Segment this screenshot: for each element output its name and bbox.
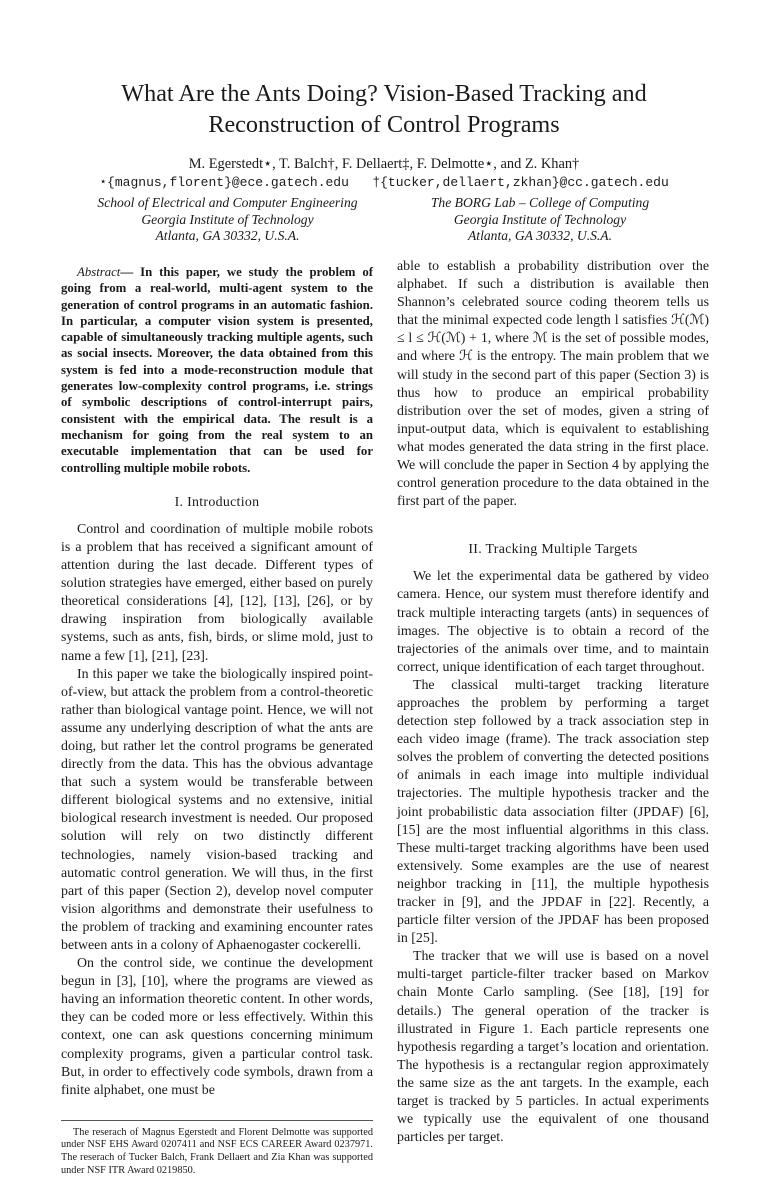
intro-paragraph-3: On the control side, we continue the development begun in [3], [10], where the programs are viewed as having an information theoretic content. In other words, they can be coded more or less effectively. Within this context, one can ask questions concerning minimum complexity programs, given a particular control task. But, in order to effectively code symbols, drawn from a finite alphabet, one must be	[61, 956, 373, 1098]
email-right[interactable]: †{tucker,dellaert,zkhan}@cc.gatech.edu	[372, 175, 669, 190]
affiliation-line: Georgia Institute of Technology	[141, 211, 314, 227]
tracking-paragraph-3: The tracker that we will use is based on a novel multi-target particle-filter tracker based on Markov chain Monte Carlo sampling. (See [18], [19] for details.) The general operation of the tracker is illustrated in Figure 1. Each particle represents one hypothesis regarding a target’s location and orientation. The hypothesis is a rectangular region approximately the same size as the ant targets. In the example, each target is tracked by 5 particles. In actual experiments we typically use the equivalent of one thousand particles per target.	[397, 949, 709, 1146]
intro-paragraph-continuation: able to establish a probability distribution over the alphabet. If such a distribution is available then Shannon’s celebrated source coding theorem tells us that the minimal expected code length l satisfies ℋ(ℳ) ≤ l ≤ ℋ(ℳ) + 1, where ℳ is the set of possible modes, and where ℋ is the entropy. The main problem that we will study in the second part of this paper (Section 3) is thus how to produce an empirical probability distribution over the set of modes, given a string of input-output data, which is equivalent to establishing what modes generated the data string in the first place. We will conclude the paper in Section 4 by applying the control generation procedure to the data obtained in the first part of the paper.	[397, 259, 709, 510]
intro-paragraph-1: Control and coordination of multiple mobile robots is a problem that has received a significant amount of attention during the last decade. Different types of solution strategies have emerged, either based on purely theoretical considerations [4], [12], [13], [26], or by drawing inspiration from biologically available systems, such as ants, fish, birds, or slime mold, just to name a few [1], [21], [23].	[61, 521, 373, 664]
right-column	[397, 258, 709, 1147]
left-column	[61, 258, 373, 1177]
affiliation-right	[375, 195, 705, 245]
funding-footnote: The reserach of Magnus Egerstedt and Florent Delmotte was supported under NSF EHS Award 0207411 and NSF ECS CAREER Award 0237971. The reserach of Tucker Balch, Frank Dellaert and Zia Khan was supported under NSF ITR Award 0219850.	[61, 1120, 373, 1177]
author-list: M. Egerstedt⋆, T. Balch†, F. Dellaert‡, F. Delmotte⋆, and Z. Khan†	[188, 156, 580, 172]
abstract-text: — In this paper, we study the problem of going from a real-world, multi-agent system to the generation of control programs in an automatic fashion. In particular, a computer vision system is presented, capable of simultaneously tracking multiple agents, such as social insects. Moreover, the data obtained from this system is fed into a mode-reconstruction module that generates low-complexity control programs, i.e. strings of symbolic descriptions of control-interrupt pairs, consistent with the empirical data. The result is a mechanism for going from the real system to an executable implementation that can be used for controlling multiple mobile robots.	[61, 265, 373, 475]
affiliation-line: Atlanta, GA 30332, U.S.A.	[468, 228, 612, 243]
tracking-paragraph-1: We let the experimental data be gathered by video camera. Hence, our system must therefore identify and track multiple interacting targets (ants) in sequences of images. The objective is to obtain a record of the trajectories of the animals over time, and to maintain correct, unique identification of each target throughout.	[397, 569, 709, 675]
tracking-paragraph-2: The classical multi-target tracking literature approaches the problem by performing a target detection step followed by a track association step in each video image (frame). The track association step solves the problem of converting the detected positions of animals in each image into multiple individual trajectories. The multiple hypothesis tracker and the joint probabilistic data association filter (JPDAF) [6], [15] are the most influential algorithms in this class. These multi-target tracking algorithms have been used extensively. Some examples are the use of nearest neighbor tracking in [11], the multiple hypothesis tracker in [9], and the JPDAF in [22]. Recently, a particle filter version of the JPDAF has been proposed in [25].	[397, 677, 709, 947]
affiliation-left	[70, 195, 385, 245]
intro-paragraph-2: In this paper we take the biologically inspired point-of-view, but attack the problem from a control-theoretic rather than biological vantage point. Hence, we will not assume any underlying description of what the ants are doing, but rather let the control programs be generated directly from the data. This has the obvious advantage that such a system would be transferable between different biological systems and no extensive, initial biological research investment is needed. Our proposed solution will rely on two distinctly different technologies, namely vision-based tracking and automatic control generation. We will thus, in the first part of this paper (Section 2), develop novel computer vision algorithms and demonstrate their usefulness to the problem of tracking and examining encounter rates between ants in a colony of Aphaenogaster cockerelli.	[61, 666, 373, 954]
abstract-label: Abstract	[77, 265, 121, 279]
author-emails	[70, 175, 698, 191]
affiliation-line: The BORG Lab – College of Computing	[430, 195, 650, 210]
email-left[interactable]: ⋆{magnus,florent}@ece.gatech.edu	[99, 175, 349, 190]
abstract	[61, 264, 373, 476]
paper-title: What Are the Ants Doing? Vision-Based Tracking and Reconstruction of Control Programs	[121, 80, 647, 138]
section-heading-introduction: I. Introduction	[174, 494, 260, 510]
affiliation-line: Atlanta, GA 30332, U.S.A.	[155, 228, 300, 243]
affiliation-line: School of Electrical and Computer Engineering	[97, 195, 358, 210]
section-heading-tracking: II. Tracking Multiple Targets	[468, 542, 638, 558]
affiliation-line: Georgia Institute of Technology	[453, 211, 627, 227]
